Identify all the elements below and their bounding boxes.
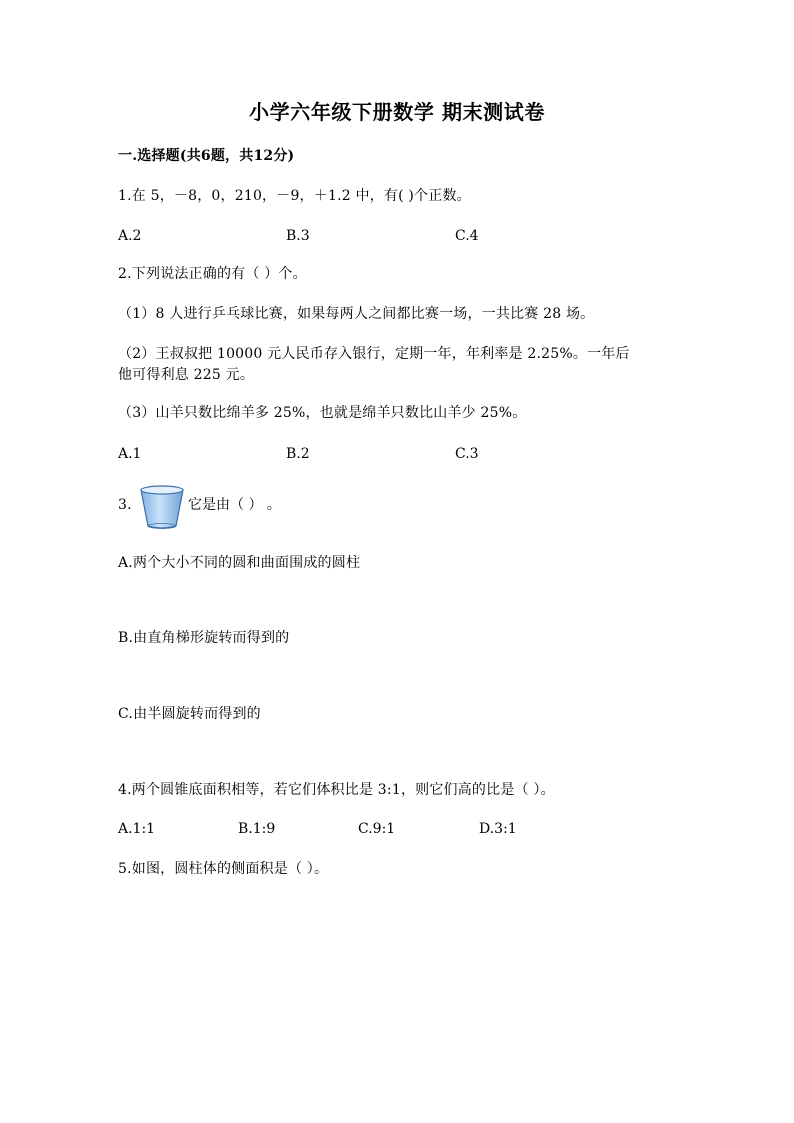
cup-icon: [138, 484, 186, 530]
page-title: 小学六年级下册数学 期末测试卷: [249, 100, 545, 124]
question-3-option-c[interactable]: C.由半圆旋转而得到的: [118, 706, 261, 722]
question-3-option-b[interactable]: B.由直角梯形旋转而得到的: [118, 630, 290, 646]
question-2-option-a[interactable]: A.1: [118, 446, 142, 462]
question-3-text: 它是由（ ） 。: [188, 497, 281, 513]
question-2-statement-2-cont: 他可得利息 225 元。: [118, 367, 255, 383]
question-4-option-c[interactable]: C.9:1: [358, 821, 396, 837]
question-2-statement-1: （1）8 人进行乒乓球比赛，如果每两人之间都比赛一场，一共比赛 28 场。: [118, 306, 595, 322]
question-1-option-b[interactable]: B.3: [286, 228, 310, 244]
section-heading: 一.选择题(共6题，共12分): [118, 148, 295, 164]
question-4-text: 4.两个圆锥底面积相等，若它们体积比是 3:1，则它们高的比是（ ）。: [118, 782, 555, 798]
question-5-text: 5.如图，圆柱体的侧面积是（ ）。: [118, 861, 329, 877]
question-1-text: 1.在 5，－8，0，210，－9，＋1.2 中，有( )个正数。: [118, 188, 471, 204]
question-2-statement-2: （2）王叔叔把 10000 元人民币存入银行，定期一年，年利率是 2.25%。一年后: [118, 346, 630, 362]
question-3-number: 3.: [118, 497, 132, 513]
question-4-option-a[interactable]: A.1:1: [118, 821, 156, 837]
question-2-option-b[interactable]: B.2: [286, 446, 310, 462]
question-4-option-b[interactable]: B.1:9: [238, 821, 276, 837]
question-2-statement-3: （3）山羊只数比绵羊多 25%，也就是绵羊只数比山羊少 25%。: [118, 405, 527, 421]
question-2-option-c[interactable]: C.3: [455, 446, 479, 462]
question-4-option-d[interactable]: D.3:1: [479, 821, 517, 837]
question-1-option-a[interactable]: A.2: [118, 228, 142, 244]
question-3-option-a[interactable]: A.两个大小不同的圆和曲面围成的圆柱: [118, 555, 361, 571]
question-1-option-c[interactable]: C.4: [455, 228, 479, 244]
question-2-text: 2.下列说法正确的有（ ）个。: [118, 266, 307, 282]
